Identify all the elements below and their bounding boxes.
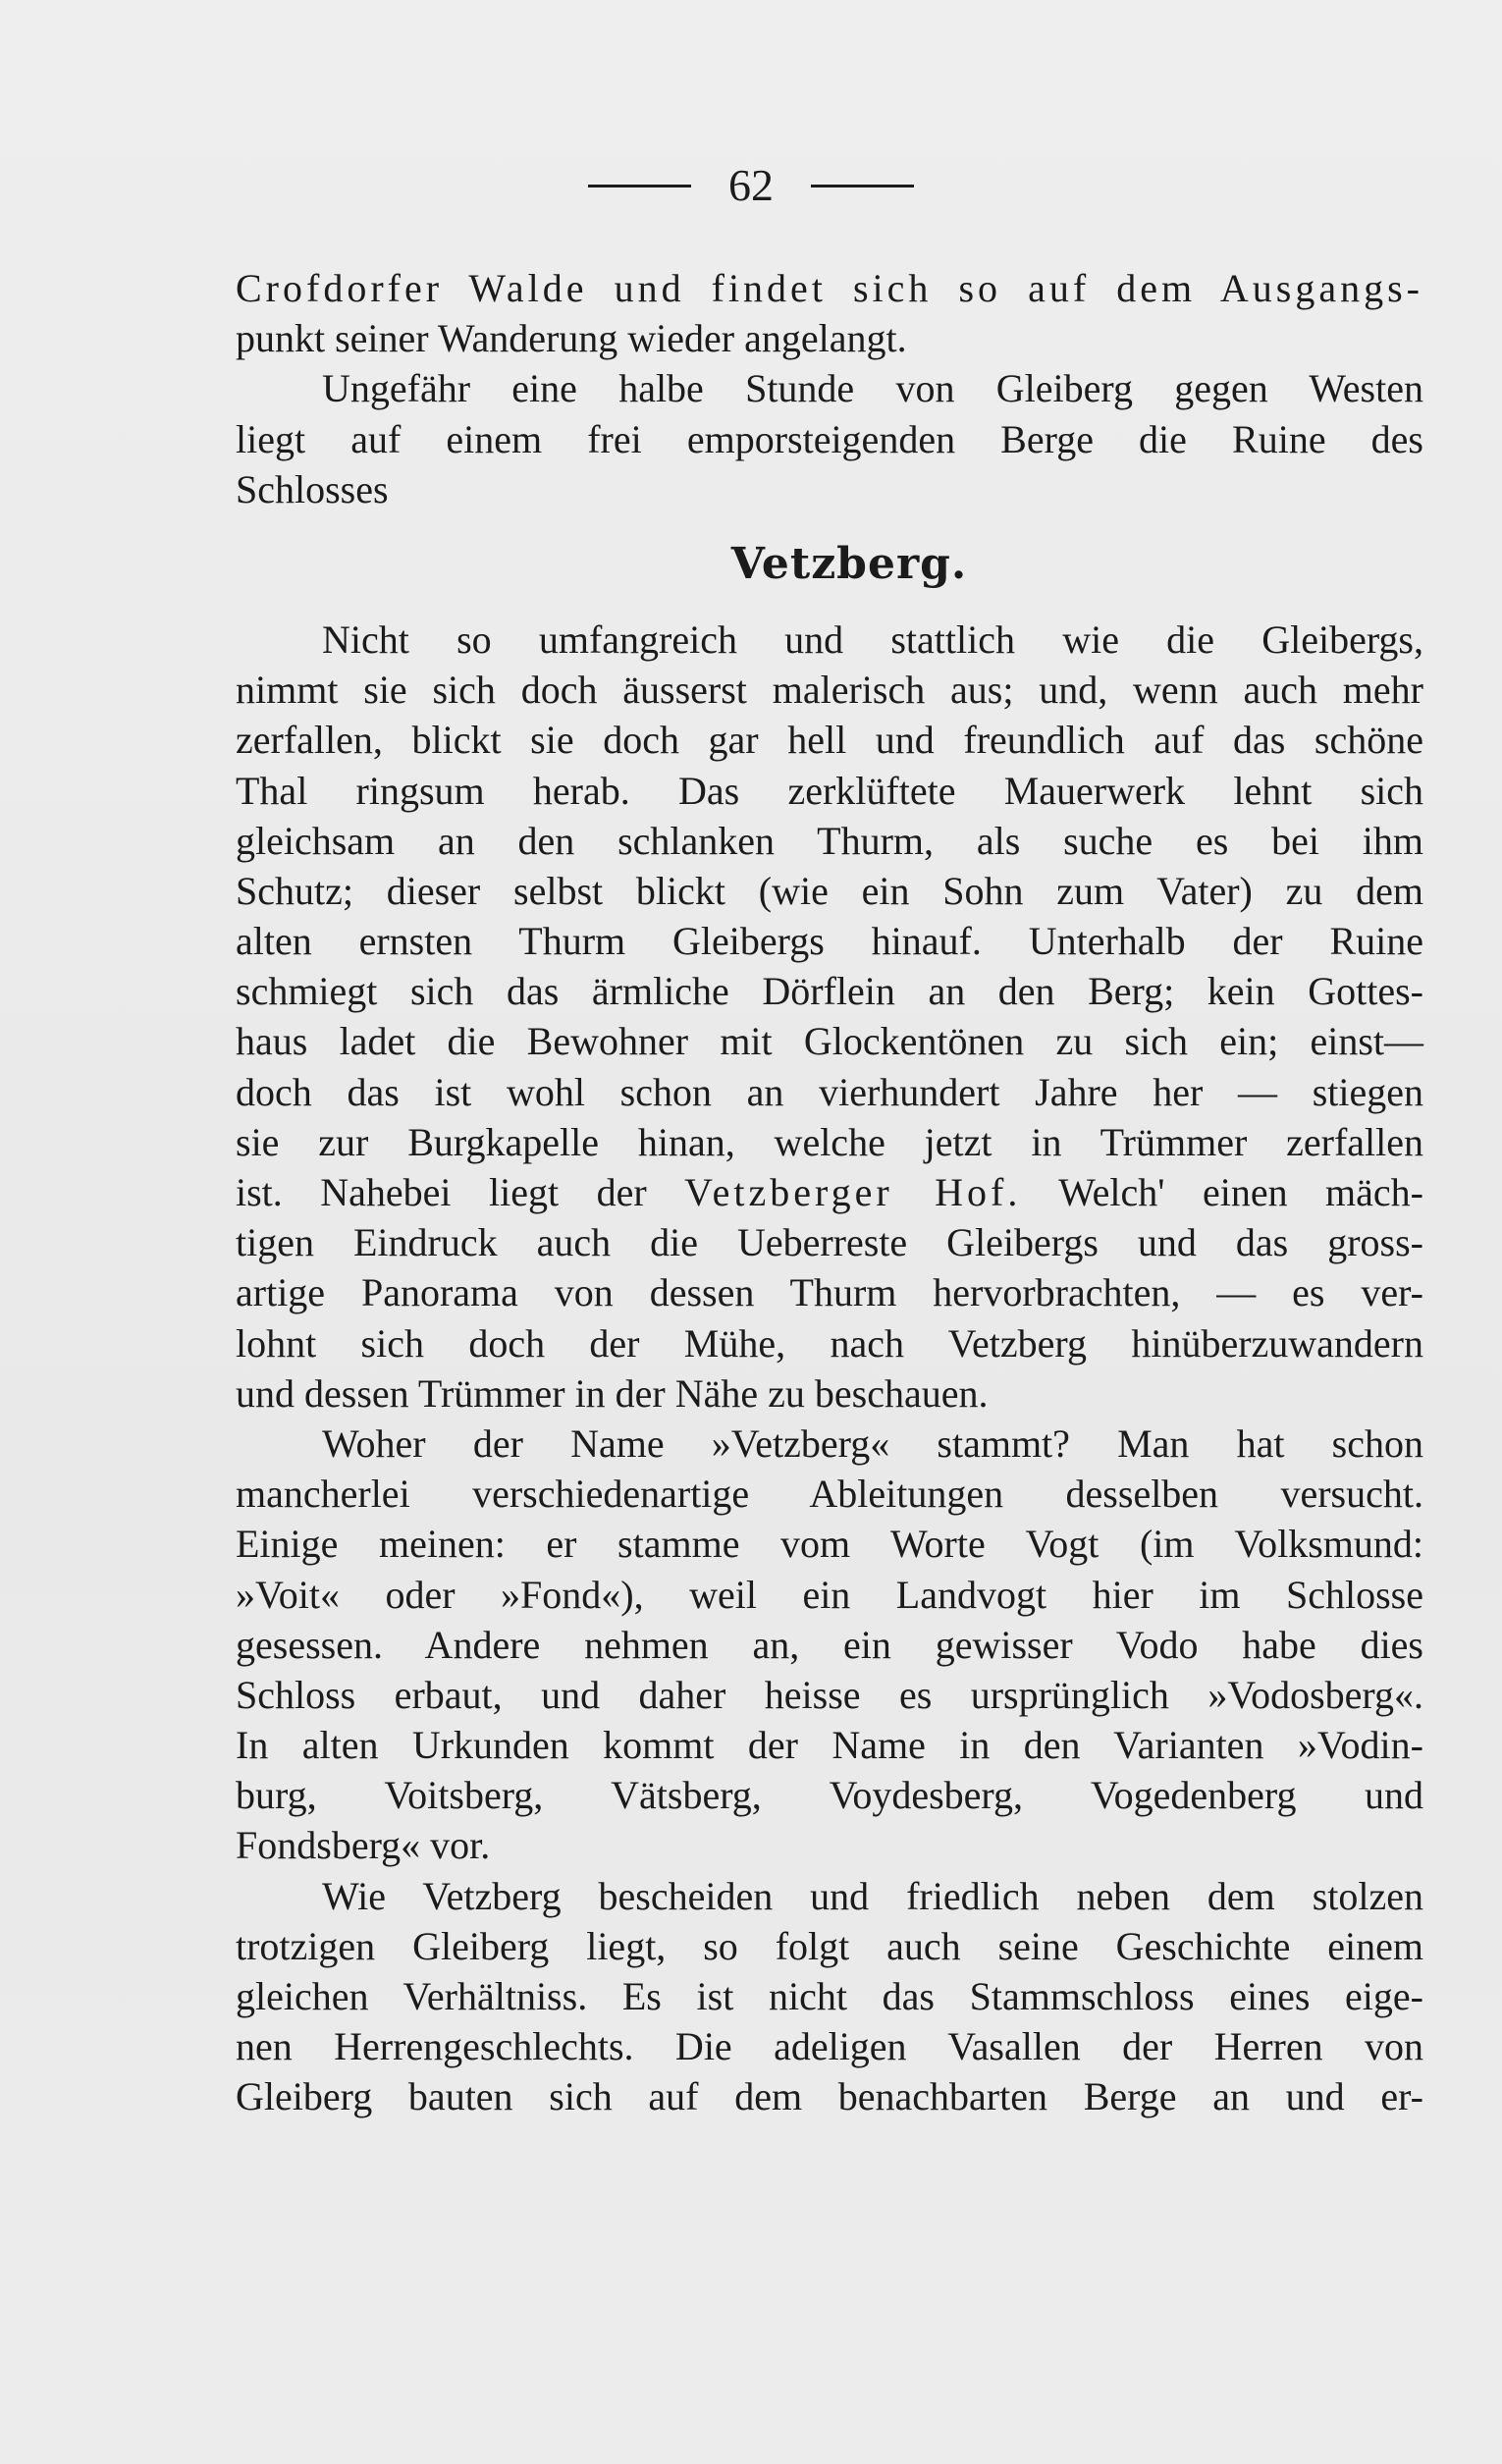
- text-line: gesessen. Andere nehmen an, ein gewisser Vodo habe dies: [236, 1622, 1423, 1667]
- text-line: lohnt sich doch der Mühe, nach Vetzberg hinüberzuwandern: [236, 1320, 1423, 1366]
- text-line: gleichsam an den schlanken Thurm, als suche es bei ihm: [236, 818, 1423, 863]
- text-line: burg, Voitsberg, Vätsberg, Voydesberg, Vogedenberg und: [236, 1773, 1423, 1818]
- text-line: tigen Eindruck auch die Ueberreste Gleibergs und das gross-: [236, 1220, 1423, 1265]
- text-line: trotzigen Gleiberg liegt, so folgt auch seine Geschichte einem: [236, 1923, 1423, 1968]
- header-rule-left: [588, 185, 691, 187]
- text-line: punkt seiner Wanderung wieder angelangt.: [236, 316, 907, 361]
- text-line: »Voit« oder »Fond«), weil ein Landvogt hier im Schlosse: [236, 1572, 1423, 1617]
- place-name: Vetzberger Hof.: [684, 1170, 1022, 1214]
- body-text: [236, 263, 1423, 2122]
- section-heading: Vetzberg.: [730, 538, 968, 589]
- text-line: liegt auf einem frei emporsteigenden Berge die Ruine des: [236, 416, 1423, 461]
- text-line: Crofdorfer Walde und findet sich so auf dem Ausgangs-: [236, 266, 1423, 310]
- text-line: Schlosses: [236, 466, 389, 511]
- text-line: nen Herrengeschlechts. Die adeligen Vasallen der Herren von: [236, 2024, 1423, 2069]
- text-line: haus ladet die Bewohner mit Glockentönen zu sich ein; einst—: [236, 1019, 1423, 1064]
- text-line: Woher der Name »Vetzberg« stammt? Man hat schon: [322, 1420, 1423, 1466]
- text-line: Ungefähr eine halbe Stunde von Gleiberg gegen Westen: [322, 366, 1423, 411]
- text-line: sie zur Burgkapelle hinan, welche jetzt in Trümmer zerfallen: [236, 1119, 1423, 1164]
- text-line: Schloss erbaut, und daher heisse es ursprünglich »Vodosberg«.: [236, 1672, 1423, 1717]
- text-line: Fondsberg« vor.: [236, 1823, 491, 1868]
- text-line: ist. Nahebei liegt der Vetzberger Hof. Welch' einen mäch-: [236, 1170, 1423, 1214]
- text-line: Schutz; dieser selbst blickt (wie ein Sohn zum Vater) zu dem: [236, 868, 1423, 913]
- text-line: Wie Vetzberg bescheiden und friedlich neben dem stolzen: [322, 1873, 1423, 1918]
- text-line: alten ernsten Thurm Gleibergs hinauf. Unterhalb der Ruine: [236, 919, 1423, 964]
- text-line: artige Panorama von dessen Thurm hervorbrachten, — es ver-: [236, 1270, 1423, 1315]
- text-line: schmiegt sich das ärmliche Dörflein an den Berg; kein Gottes-: [236, 969, 1423, 1014]
- text-line: zerfallen, blickt sie doch gar hell und freundlich auf das schöne: [236, 718, 1423, 763]
- text-line: doch das ist wohl schon an vierhundert Jahre her — stiegen: [236, 1069, 1423, 1114]
- text-line: Einige meinen: er stamme vom Worte Vogt (im Volksmund:: [236, 1522, 1423, 1567]
- text-line: mancherlei verschiedenartige Ableitungen desselben versucht.: [236, 1472, 1423, 1517]
- text-line: In alten Urkunden kommt der Name in den Varianten »Vodin-: [236, 1723, 1423, 1768]
- text-line: Thal ringsum herab. Das zerklüftete Mauerwerk lehnt sich: [236, 768, 1423, 813]
- text-line: und dessen Trümmer in der Nähe zu beschauen.: [236, 1370, 989, 1416]
- page-number: 62: [728, 160, 774, 210]
- text-line: gleichen Verhältniss. Es ist nicht das Stammschloss eines eige-: [236, 1974, 1423, 2018]
- text-line: Nicht so umfangreich und stattlich wie die Gleibergs,: [322, 616, 1423, 662]
- header-rule-right: [811, 185, 914, 187]
- text-line: Gleiberg bauten sich auf dem benachbarten Berge an und er-: [236, 2074, 1423, 2119]
- page-header: [0, 160, 1502, 210]
- text-line: nimmt sie sich doch äusserst malerisch aus; und, wenn auch mehr: [236, 668, 1423, 713]
